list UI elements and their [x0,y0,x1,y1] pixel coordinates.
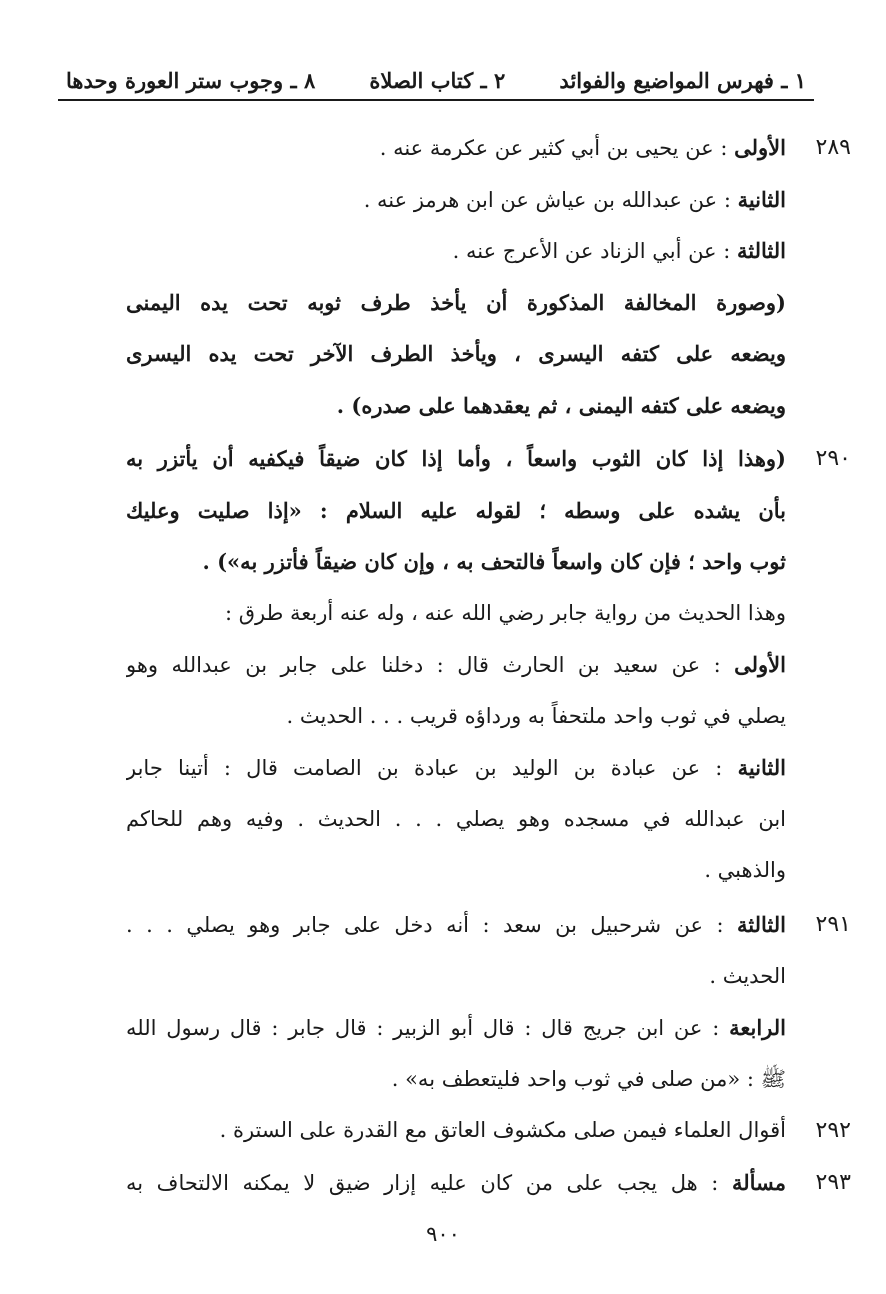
entry-number: ٢٩١ [815,912,851,937]
entry-line-label: مسألة [731,1170,786,1195]
entry-line-text: : عن ابن جريج قال : قال أبو الزبير : قال جابر : قال رسول الله [126,1016,730,1040]
entry-line [126,328,786,380]
entry-line-label: الأولى [734,652,786,677]
entry-line-text: الحديث . [709,963,786,988]
entry-number: ٢٩٣ [815,1170,851,1195]
entry-line-text: ويضعه على كتفه اليمنى ، ثم يعقدهما على صدره) . [336,392,786,418]
entry-line [126,1157,786,1209]
entry-line-text: ويضعه على كتفه اليسرى ، ويأخذ الطرف الآخر تحت يده اليسرى [126,341,786,366]
entry-line-text: : عن شرحبيل بن سعد : أنه دخل على جابر وهو يصلي . . . [126,913,738,937]
entry-number: ٢٩٢ [815,1118,851,1143]
header-divider [58,99,814,101]
entry-line [126,174,786,226]
index-entry [126,1157,851,1209]
entry-line [126,536,786,588]
entry-line-text: ﷺ : «من صلى في ثوب واحد فليتعطف به» . [391,1066,786,1091]
entry-line [126,1002,786,1054]
entry-line [126,742,786,794]
entry-line-text: : عن أبي الزناد عن الأعرج عنه . [452,239,738,263]
entry-line [126,1105,786,1157]
entry-line-text: (وصورة المخالفة المذكورة أن يأخذ طرف ثوبه تحت يده اليمنى [126,289,786,315]
entry-line-label: الثانية [737,755,786,780]
entry-line-text: : عن سعيد بن الحارث قال : دخلنا على جابر بن عبدالله وهو [126,653,735,677]
entry-line [126,485,786,537]
index-entry [126,899,851,1105]
entry-line [126,691,786,743]
index-entry [126,122,851,431]
entry-line-text: : عن عبادة بن الوليد بن عبادة بن الصامت قال : أتينا جابر [126,756,738,780]
entry-line-text: بأن يشده على وسطه ؛ لقوله عليه السلام : «إذا صليت وعليك [126,497,786,523]
entry-line-text: يصلي في ثوب واحد ملتحفاً به ورداؤه قريب . . . الحديث . [286,703,786,728]
entry-line [126,225,786,277]
entry-line-label: الثانية [737,186,786,212]
entry-line-text: ابن عبدالله في مسجده وهو يصلي . . . الحديث . وفيه وهم للحاكم [126,806,786,831]
entry-line-text: : عن يحيى بن أبي كثير عن عكرمة عنه . [379,136,735,160]
entry-line-text: أقوال العلماء فيمن صلى مكشوف العاتق مع القدرة على السترة . [219,1118,786,1142]
page-number: ٩٠٠ [426,1222,460,1246]
entry-line [126,845,786,897]
header-section-index: ١ ـ فهرس المواضيع والفوائد [559,67,806,93]
entry-line [126,433,786,485]
entry-line [126,951,786,1003]
entry-line-text: وهذا الحديث من رواية جابر رضي الله عنه ، وله عنه أربعة طرق : [224,600,786,625]
entry-line-label: الرابعة [729,1015,786,1040]
entry-line [126,794,786,846]
entry-line-label: الأولى [734,135,786,160]
header-book-title: ٢ ـ كتاب الصلاة [369,67,506,93]
entry-line [126,588,786,640]
entry-line-label: الثالثة [737,912,786,937]
entry-line-text: : عن عبدالله بن عياش عن ابن هرمز عنه . [363,187,738,212]
index-entry [126,1105,851,1157]
entry-line [126,639,786,691]
entry-line-text: : هل يجب على من كان عليه إزار ضيق لا يمكنه الالتحاف به [126,1171,732,1195]
entry-line [126,899,786,951]
entry-line [126,1054,786,1106]
index-entry [126,433,851,897]
entry-line-text: (وهذا إذا كان الثوب واسعاً ، وأما إذا كان ضيقاً فيكفيه أن يأتزر به [126,446,786,471]
header-chapter-title: ٨ ـ وجوب ستر العورة وحدها [66,67,316,93]
entry-line [126,277,786,329]
running-header [66,62,806,98]
entry-number: ٢٩٠ [815,446,851,471]
entry-number: ٢٨٩ [815,135,851,160]
entry-line-text: والذهبي . [704,858,786,882]
entry-line [126,380,786,432]
entry-line [126,122,786,174]
entry-line-text: ثوب واحد ؛ فإن كان واسعاً فالتحف به ، وإن كان ضيقاً فأتزر به») . [202,549,786,574]
entry-line-label: الثالثة [737,238,786,263]
